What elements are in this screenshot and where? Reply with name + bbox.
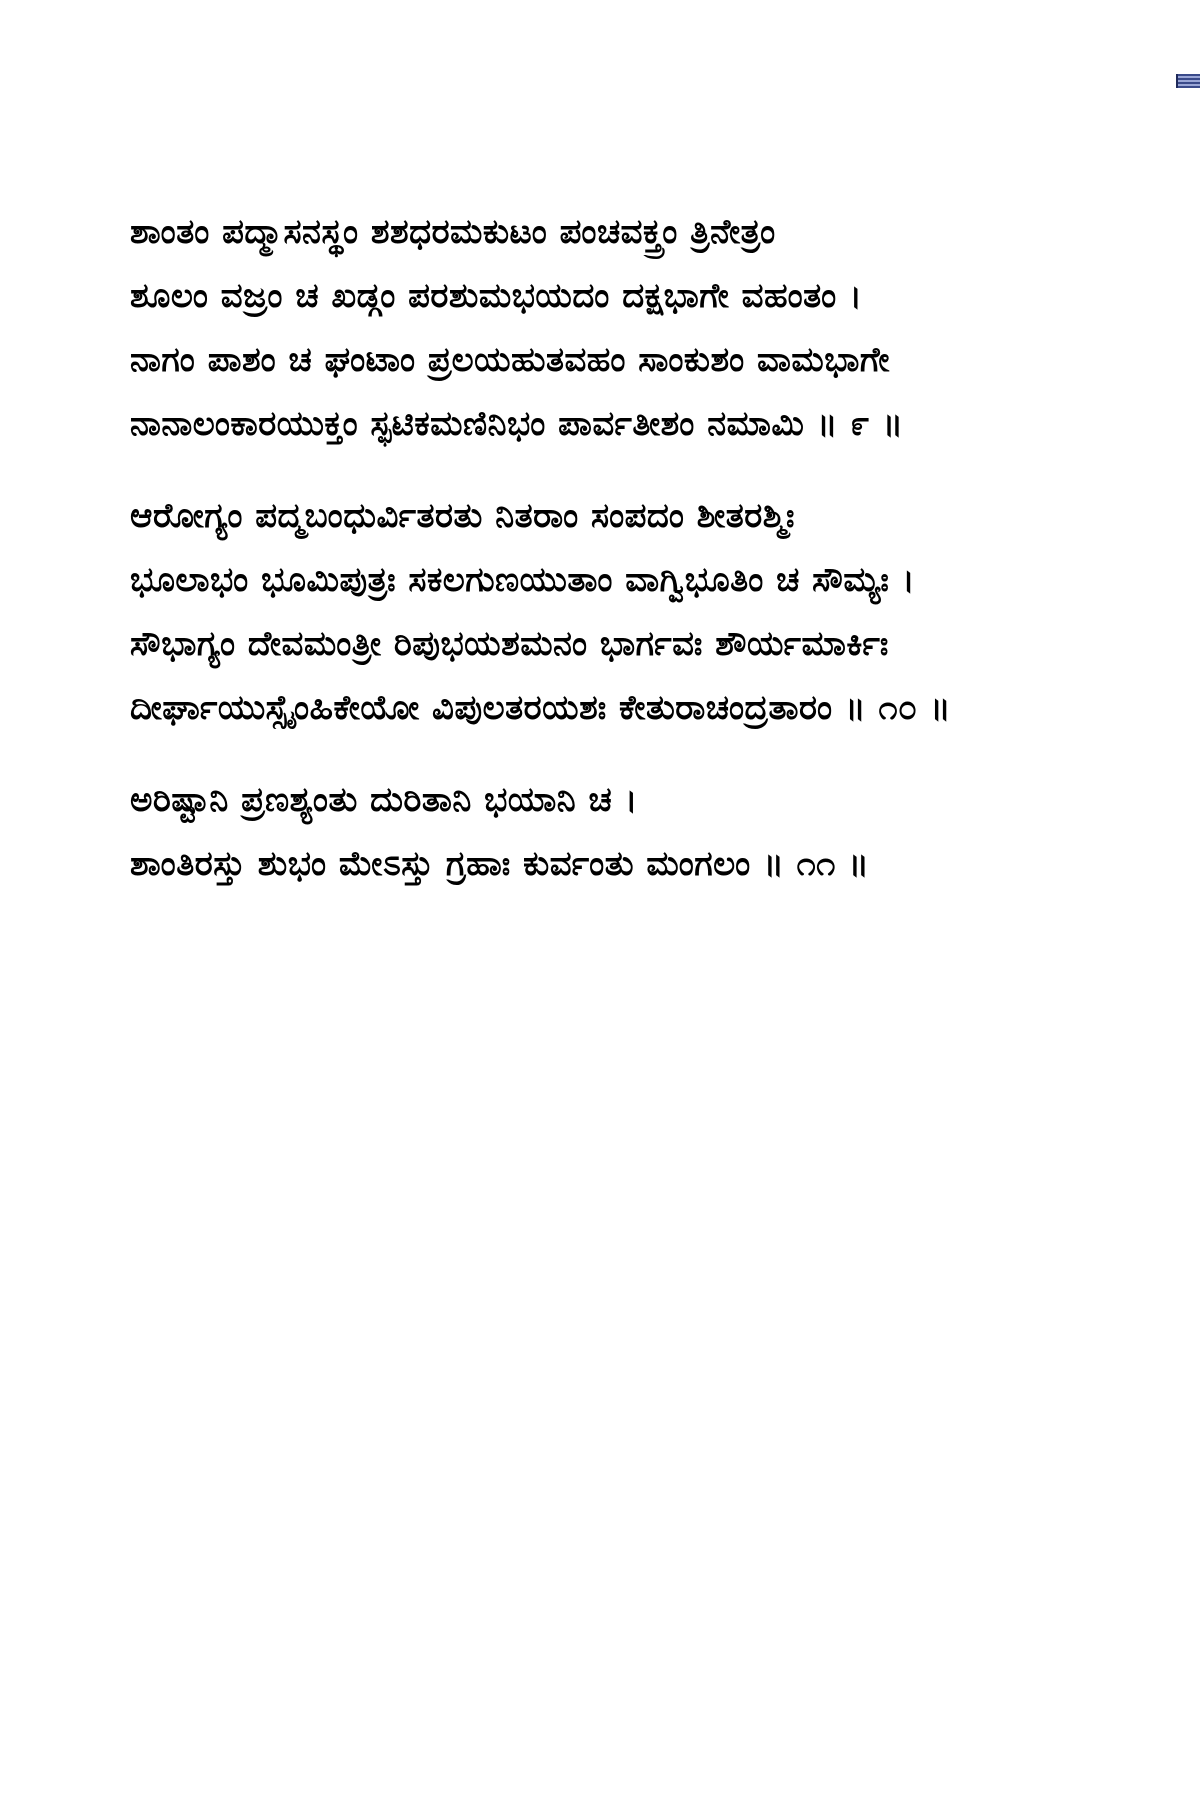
verse-line: ನಾಗಂ ಪಾಶಂ ಚ ಘಂಟಾಂ ಪ್ರಲಯಹುತವಹಂ ಸಾಂಕುಶಂ ವಾಮಭಾಗೇ: [130, 340, 890, 380]
verse-line: ಆರೋಗ್ಯಂ ಪದ್ಮಬಂಧುರ್ವಿತರತು ನಿತರಾಂ ಸಂಪದಂ ಶೀತರಶ್ಮಿಃ: [130, 496, 795, 536]
verse-text-block: [130, 200, 1150, 924]
stanza-10: [130, 484, 1150, 740]
verse-line: ದೀರ್ಘಾಯುಸ್ಸೈಂಹಿಕೇಯೋ ವಿಪುಲತರಯಶಃ ಕೇತುರಾಚಂದ್ರತಾರಂ ॥ ೧೦ ॥: [130, 688, 952, 728]
stanza-9: [130, 200, 1150, 456]
verse-line: ಶೂಲಂ ವಜ್ರಂ ಚ ಖಡ್ಗಂ ಪರಶುಮಭಯದಂ ದಕ್ಷಭಾಗೇ ವಹಂತಂ ।: [130, 276, 863, 316]
scan-edge-mark: [1176, 74, 1200, 88]
stanza-11: [130, 768, 1150, 896]
verse-line: ಶಾಂತಂ ಪದ್ಮಾಸನಸ್ಥಂ ಶಶಧರಮಕುಟಂ ಪಂಚವಕ್ತ್ರಂ ತ್ರಿನೇತ್ರಂ: [130, 212, 776, 252]
verse-line: ನಾನಾಲಂಕಾರಯುಕ್ತಂ ಸ್ಫಟಿಕಮಣಿನಿಭಂ ಪಾರ್ವತೀಶಂ ನಮಾಮಿ ॥ ೯ ॥: [130, 404, 904, 444]
verse-line: ಶಾಂತಿರಸ್ತು ಶುಭಂ ಮೇಽಸ್ತು ಗ್ರಹಾಃ ಕುರ್ವಂತು ಮಂಗಲಂ ॥ ೧೧ ॥: [130, 844, 870, 884]
verse-line: ಅರಿಷ್ಟಾನಿ ಪ್ರಣಶ್ಯಂತು ದುರಿತಾನಿ ಭಯಾನಿ ಚ ।: [130, 780, 638, 820]
verse-line: ಭೂಲಾಭಂ ಭೂಮಿಪುತ್ರಃ ಸಕಲಗುಣಯುತಾಂ ವಾಗ್ವಿಭೂತಿಂ ಚ ಸೌಮ್ಯಃ ।: [130, 560, 916, 600]
verse-line: ಸೌಭಾಗ್ಯಂ ದೇವಮಂತ್ರೀ ರಿಪುಭಯಶಮನಂ ಭಾರ್ಗವಃ ಶೌರ್ಯಮಾರ್ಕಿಃ: [130, 624, 889, 664]
